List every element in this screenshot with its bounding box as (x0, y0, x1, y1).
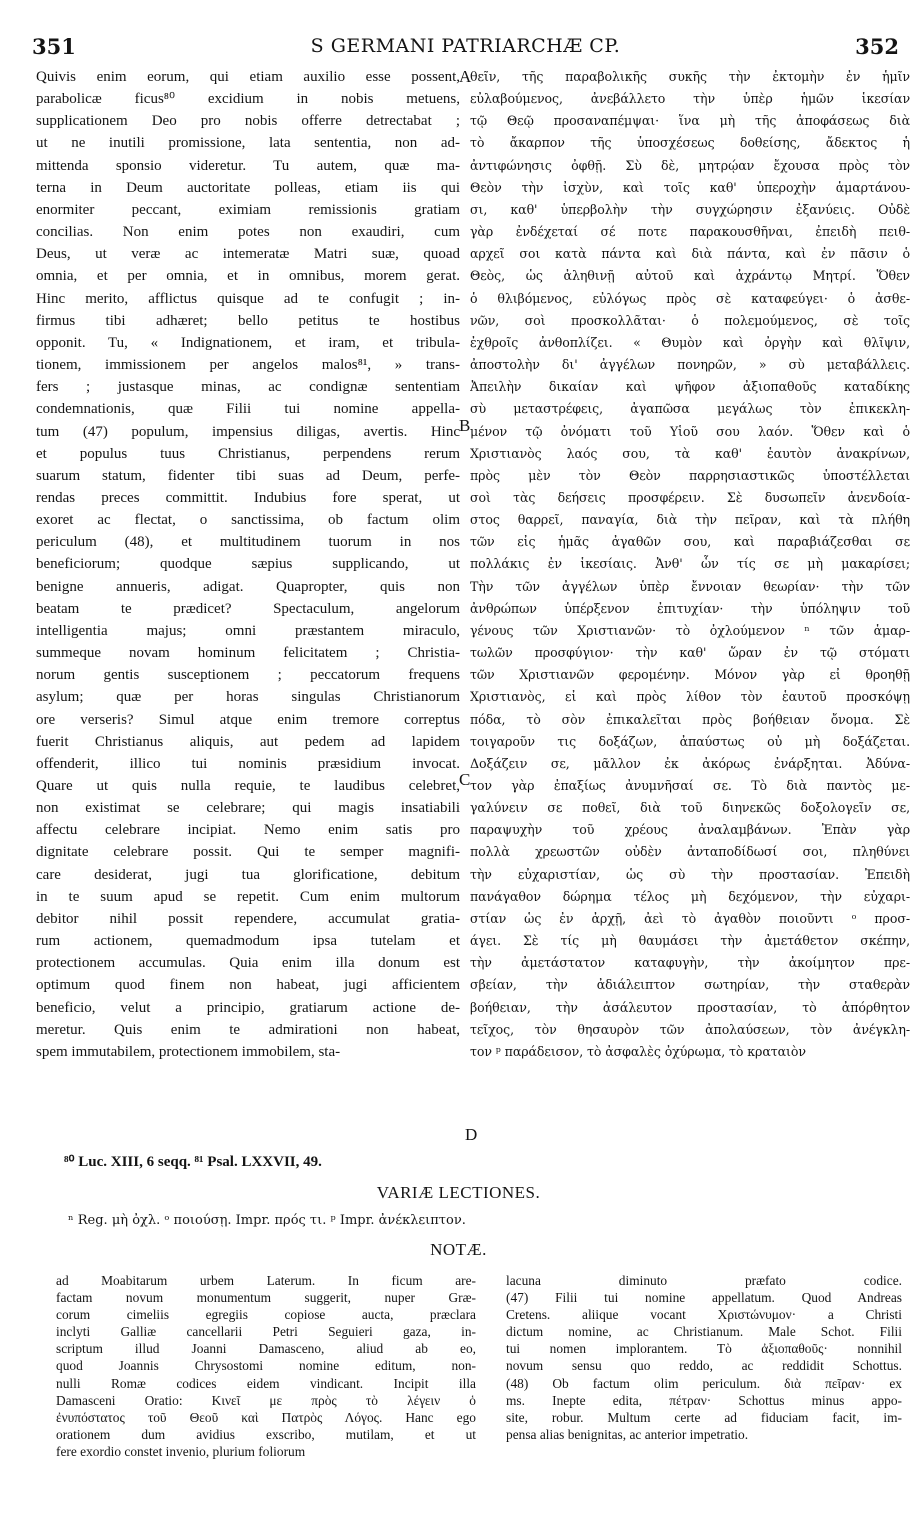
latin-text-line: rum actionem, quemadmodum ipsa tutelam et (36, 933, 460, 950)
latin-column (36, 66, 460, 1063)
latin-text-line: norum gentis susceptionem ; peccatorum frequens (36, 667, 460, 684)
greek-text-line: Θεὸς, ὡς ἀληθινῇ αὐτοῦ καὶ ἀχράντῳ Μητρί. Ὅθεν (470, 268, 910, 284)
note-line: (47) Filii tui nomine appellatum. Quod Andreas (506, 1290, 902, 1306)
latin-text-line: summeque novam hominum felicitatem ; Christia- (36, 645, 460, 662)
margin-letter-c: C (459, 770, 471, 789)
greek-text-line: γένους τῶν Χριστιανῶν· τὸ ὀχλούμενον ⁿ τῶν ἁμαρ- (470, 622, 910, 638)
greek-text-line: σβείαν, τὴν ἀδιάλειπτον σωτηρίαν, τὴν σταθερὰν (470, 977, 910, 993)
latin-text-line: care desiderat, jugi tua glorificatione, debitum (36, 866, 460, 883)
margin-letter-a: A (459, 67, 472, 86)
greek-text-line: ἐχθροῖς ἀνθοπλίζει. « Θυμὸν καὶ ὀργὴν καὶ θλῖψιν, (470, 334, 910, 350)
latin-text-line: debitor nihil possit rependere, accumulat gratia- (36, 910, 460, 927)
margin-letter-b: B (459, 416, 471, 435)
note-line: (48) Ob factum olim periculum. διὰ πεῖραν· ex (506, 1375, 902, 1391)
greek-text-line: Χριστιανὸς λαός σου, τὰ καθ' ἑαυτὸν ἀνακρίνων, (470, 445, 910, 461)
greek-text-line: πολλάκις ἐν ἱκεσίαις. Ἀνθ' ὧν τίς σε μὴ μακαρίσει; (470, 556, 910, 572)
greek-text-line: ἀνθρώπων ὑπέρξενον ἐπιτυχίαν· τὴν ὑπόληψιν τοῦ (470, 600, 910, 616)
greek-text-line: τῷ Θεῷ προσαναπέμψαι· ἵνα μὴ τῆς ἀποφάσεως διὰ (470, 113, 910, 129)
latin-text-line: parabolicæ ficus⁸⁰ excidium in nobis metuens, (36, 91, 460, 108)
greek-text-line: Θεὸν τὴν ἰσχὺν, καὶ τοῖς καθ' ὑπεροχὴν ἁμαρτάνου- (470, 179, 910, 195)
note-line: pensa alias benignitas, ac anterior impetratio. (506, 1426, 749, 1442)
latin-text-line: intelligentia majus; omni præstantem miraculo, (36, 622, 460, 639)
latin-text-line: meretur. Quis enim te admirationi non habeat, (36, 1021, 460, 1038)
note-line: quod Joannis Chrysostomi nomine editum, non- (56, 1358, 476, 1374)
latin-text-line: Deus, ut veræ ac intemeratæ Matri suæ, quoad (36, 246, 460, 263)
latin-text-line: tionem, immissionem per angelos malos⁸¹, » trans- (36, 357, 460, 374)
greek-text-line: Τὴν τῶν ἀγγέλων ὑπὲρ ἔννοιαν θεωρίαν· τὴν τῶν (470, 578, 910, 594)
note-line: fere exordio constet invenio, plurium foliorum (56, 1443, 306, 1459)
greek-text-line: τὸ ἄκαρπον τῆς ὑποσχέσεως δοθείσης, ἄδεκτος ἡ (470, 135, 910, 151)
note-line: Damasceni Oratio: Κινεῖ με πρὸς τὸ λέγειν ὁ (56, 1392, 476, 1408)
note-line: novum sensu quo reddo, ac reddidit Schottus. (506, 1358, 902, 1374)
latin-text-line: exoret ac flectat, o sanctissima, ob factum olim (36, 512, 460, 529)
note-line: Cretens. aliique vocant Χριστώνυμον· a Christi (506, 1307, 902, 1323)
greek-text-line: σοὶ τὰς δεήσεις προσφέρειν. Σὲ δυσωπεῖν ἀνενδοία- (470, 489, 910, 505)
margin-letter-d: D (465, 1125, 478, 1144)
latin-text-line: fuerit Christianus aliquis, aut pedem ad lapidem (36, 733, 460, 750)
note-line: site, robur. Multum certe ad fiduciam facit, im- (506, 1409, 902, 1425)
greek-text-line: εὐλαβούμενος, ἀνεβάλλετο τὴν ὑπὲρ ἡμῶν ἱκεσίαν (470, 91, 910, 107)
notes-left-column (56, 1272, 476, 1460)
latin-text-line: concilias. Non enim potes non exaudiri, cum (36, 224, 460, 241)
greek-text-line: νῶν, σοὶ προσκολλᾶται· ὁ πολεμούμενος, σὲ τοῖς (470, 312, 910, 328)
latin-text-line: ore verseris? Simul atque enim tremore correptus (36, 711, 460, 728)
right-page-number: 352 (855, 34, 899, 59)
latin-text-line: offenderit, illico tui nominis præsidium invocat. (36, 755, 460, 772)
greek-text-line: πόδα, τὸ σὸν ἐπικαλεῖται πρὸς βοήθειαν ὄνομα. Σὲ (470, 711, 910, 727)
greek-text-line: άγει. Σὲ τίς μὴ θαυμάσει τὴν ἀμετάθετον σκέπην, (470, 933, 910, 949)
greek-text-line: ἀποστολὴν δι' ἀγγέλων πονηρῶν, » σὺ μεταβάλλεις. (470, 357, 910, 373)
note-line: tui nomen implorantem. Τὸ ἀξιοπαθοῦς· nonnihil (506, 1341, 902, 1357)
latin-text-line: Hinc merito, afflictus quisque ad te confugit ; in- (36, 290, 460, 307)
latin-text-line: affectu celebrare incipiat. Nemo enim satis pro (36, 822, 460, 839)
latin-text-line: ut ne inutili promissione, lata sententia, non ad- (36, 135, 460, 152)
greek-text-line: πρὸς μὲν τὸν Θεὸν παρρησιαστικῶς ὑποστέλλεται (470, 467, 910, 483)
greek-text-line: ἀντιφώνησις ὀφθῇ. Σὺ δὲ, μητρῴαν ἔχουσα πρὸς τὸν (470, 157, 910, 173)
latin-text-line: optimum quod finem non habeat, jugi afficientem (36, 977, 460, 994)
greek-text-line: Χριστιανὸς, εἰ καὶ πρὸς λίθον τὸν ἑαυτοῦ προσκόψῃ (470, 689, 910, 705)
note-line: orationem dum avidius exscribo, mutilam, et ut (56, 1426, 476, 1442)
greek-text-line: τον γὰρ ἐπαξίως ἀνυμνῆσαί σε. Τὸ διὰ παντὸς με- (470, 778, 910, 793)
greek-text-line: πολλὰ χρεωστῶν οὐδὲν ἀνταποδίδωσί σοι, πληθύνει (470, 844, 910, 860)
latin-text-line: rendas preces committit. Indubius fore sperat, ut (36, 489, 460, 506)
note-line: corum cimeliis egregiis copiose aucta, præclara (56, 1307, 476, 1323)
greek-text-line: βοήθειαν, τὴν ἀσάλευτον προστασίαν, τὸ ἀπόρθητον (470, 999, 910, 1015)
latin-text-line: mittenda sponsio videretur. Tu autem, quæ ma- (36, 157, 460, 174)
latin-text-line: opponit. Tu, « Indignationem, et iram, et tribula- (36, 334, 460, 351)
note-line: lacuna diminuto præfato codice. (506, 1273, 902, 1288)
note-line: factam novum monumentum suggerit, nuper Græ- (56, 1290, 476, 1306)
note-line: dictum nomine, ac Christianum. Male Schot. Filii (506, 1324, 902, 1340)
latin-text-line: in te suum apud se repetit. Cum enim multorum (36, 888, 460, 905)
greek-column (470, 66, 910, 1063)
latin-text-line: dignitate celebrare possit. Qui te semper magnifi- (36, 844, 460, 861)
note-line: ad Moabitarum urbem Laterum. In ficum are- (56, 1273, 476, 1288)
latin-text-line: omnia, et per omnia, et in omnibus, morem gerat. (36, 268, 460, 285)
latin-text-line: suarum statum, fidenter tibi suas ad Deum, perfe- (36, 467, 460, 484)
greek-text-line: σὺ μεταστρέφεις, ἀγαπῶσα μεγάλως τὸν ἐπικεκλη- (470, 401, 910, 417)
notae-title: NOTÆ. (430, 1240, 487, 1259)
latin-text-line: benigne annueris, adigat. Quapropter, quis non (36, 578, 460, 595)
latin-text-line: enormiter peccant, eximiam remissionis gratiam (36, 201, 460, 218)
latin-text-line: terna in Deum auctoritate polleas, etiam iis qui (36, 179, 460, 196)
scripture-footnotes: ⁸⁰ Luc. XIII, 6 seqq. ⁸¹ Psal. LXXVII, 49. (64, 1154, 322, 1170)
running-header (32, 34, 899, 62)
latin-text-line: et populus tuus Christianus, perpendens rerum (36, 445, 460, 462)
latin-text-line: Quivis enim eorum, qui etiam auxilio esse possent, (36, 69, 460, 85)
latin-text-line: protectionem accumulas. Quia enim illa donum est (36, 955, 460, 972)
note-line: ms. Inepte edita, πέτραν· Schottus minus appo- (506, 1392, 902, 1408)
greek-text-line: τὴν εὐχαριστίαν, ὡς σὺ τὴν προστασίαν. Ἐπειδὴ (470, 866, 910, 882)
left-page-number: 351 (32, 34, 76, 59)
note-line: inclyti Galliæ cancellarii Petri Seguieri gaza, in- (56, 1324, 476, 1340)
latin-text-line: spem immutabilem, protectionem immobilem, sta- (36, 1043, 341, 1060)
greek-text-line: παραψυχὴν τοῦ χρέους ἀναλαμβάνων. Ἐπὰν γὰρ (470, 822, 910, 838)
greek-text-line: αρχεῖ σοι κατὰ πάντα καὶ διὰ πάντα, καὶ ἐν πᾶσιν ὁ (470, 246, 910, 262)
greek-text-line: τεῖχος, τὸν θησαυρὸν τῶν ἀπολαύσεων, τὸν ἀνέγκλη- (470, 1021, 910, 1037)
latin-text-line: non existimat se celebrare; qui magis insatiabili (36, 800, 460, 817)
greek-text-line: πανάγαθον δώρημα τέλος μὴ δεχόμενον, τὴν εὐχαρι- (470, 888, 910, 904)
note-line: nulli Romæ codices eidem vindicant. Incipit illa (56, 1375, 476, 1391)
note-line: scriptum illud Joanni Damasceno, aliud ab eo, (56, 1341, 476, 1357)
latin-text-line: Quare ut quis nulla requie, te laudibus celebret, (36, 778, 460, 794)
greek-text-line: τῶν εἰς ἡμᾶς ἀγαθῶν σου, καὶ παραβιάζεσθαι σε (470, 534, 910, 550)
latin-text-line: beatam te prædicet? Spectaculum, angelorum (36, 600, 460, 617)
latin-text-line: supplicationem Deo pro nobis offerre detrectabat ; (36, 113, 460, 130)
running-title: S GERMANI PATRIARCHÆ CP. (310, 35, 621, 57)
greek-text-line: μένον τῷ ὀνόματι τοῦ Υἱοῦ σου λαόν. Ὅθεν καὶ ὁ (470, 423, 910, 439)
latin-text-line: beneficiorum; quodque sæpius supplicando, ut (36, 556, 460, 573)
greek-text-line: γὰρ ἐνδέχεταί σέ ποτε παρακουσθῆναι, ἐπειδὴ πειθ- (470, 224, 910, 240)
greek-text-line: σι, καθ' ὑπερβολὴν τὴν συγχώρησιν ἐξανύεις. Οὐδὲ (470, 201, 910, 217)
note-line: ἐνυπόστατος τοῦ Θεοῦ καὶ Πατρὸς Λόγος. Hanc ego (56, 1409, 476, 1425)
greek-text-line: Ἀπειλὴν δικαίαν καὶ ψῆφον ἀξιοπαθοῦς καταδίκης (470, 379, 910, 395)
greek-text-line: τῶν Χριστιανῶν φερομένην. Μόνον γὰρ εἰ θροηθῇ (470, 667, 910, 683)
latin-text-line: fers ; justasque minas, ac condignæ sententiam (36, 379, 460, 396)
greek-text-line: τωλῶν προσφύγιον· τὴν καθ' ὥραν ἐν τῷ στόματι (470, 645, 910, 661)
greek-text-line: θεῖν, τῆς παραβολικῆς συκῆς τὴν ἐκτομὴν ἐν ἡμῖν (470, 69, 910, 84)
greek-text-line: στίαν ὡς ἐν ἀρχῇ, ἀεὶ τὸ ἀγαθὸν ποιοῦντι ᵒ προσ- (470, 910, 910, 926)
latin-text-line: asylum; quæ per horas singulas Christianorum (36, 689, 460, 706)
latin-text-line: condemnationis, quæ Filii tui nomine appella- (36, 401, 460, 418)
greek-text-line: γαλύνειν σε ποθεῖ, διὰ τοῦ διηνεκῶς δοξολογεῖν σε, (470, 800, 910, 816)
variae-lectiones-title: VARIÆ LECTIONES. (376, 1183, 541, 1202)
notes-right-column (506, 1272, 902, 1443)
latin-text-line: tum (47) populum, impensius diligas, avertis. Hinc (36, 423, 460, 440)
latin-text-line: beneficio, velut a principio, gratiarum actione de- (36, 999, 460, 1016)
greek-text-line: τοιγαροῦν τις δοξάζων, ἀπαύστως οὐ μὴ δοξάζεται. (470, 733, 910, 749)
greek-text-line: τὴν ἀμετάστατον καταφυγὴν, τὴν ἀκοίμητον πρε- (470, 955, 910, 971)
variae-lectiones-text: ⁿ Reg. μὴ ὀχλ. ᵒ ποιούσῃ. Impr. πρός τι. ᵖ Impr. ἀνέκλειπτον. (68, 1213, 466, 1228)
greek-text-line: ὁ θλιβόμενος, εὐλόγως πρὸς σὲ καταφεύγει· ὁ ἀσθε- (470, 290, 910, 306)
greek-text-line: τον ᵖ παράδεισον, τὸ ἀσφαλὲς ὀχύρωμα, τὸ κραταιὸν (470, 1043, 806, 1059)
greek-text-line: Δοξάζειν σε, μᾶλλον ἐκ ἀκόρως ἐνάρξηται. Ἀδύνα- (470, 755, 910, 771)
latin-text-line: periculum (48), et multitudinem tuorum in nos (36, 534, 460, 551)
greek-text-line: στος θαρρεῖ, παναγία, διὰ τὴν πεῖραν, καὶ τὰ πλήθη (470, 512, 910, 528)
latin-text-line: firmus tibi adhæret; bello petitus te hostibus (36, 312, 460, 329)
